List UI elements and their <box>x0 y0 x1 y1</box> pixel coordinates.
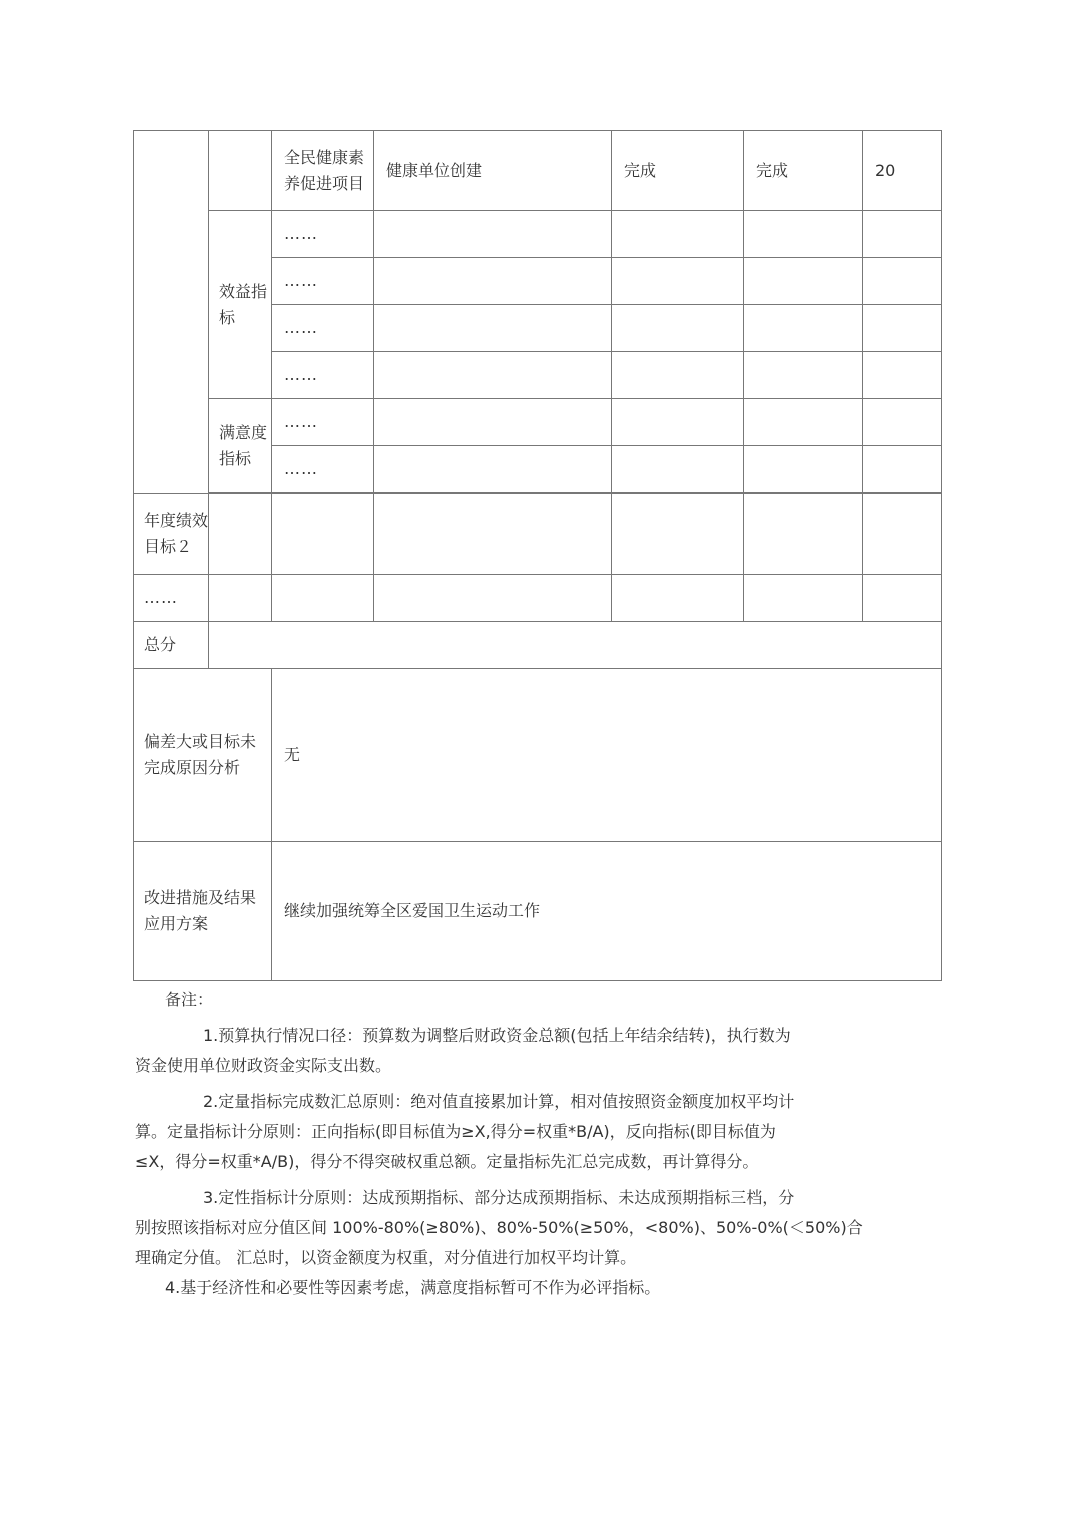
note-2-line-2: 算。定量指标计分原则：正向指标(即目标值为≥X,得分=权重*B/A)，反向指标(即目标值为 <box>135 1122 776 1141</box>
project-name: 全民健康素养促进项目 <box>272 131 374 211</box>
performance-table <box>133 130 942 981</box>
more-goals-label: …… <box>134 575 209 622</box>
total-score-label: 总分 <box>134 622 209 669</box>
cell-empty <box>134 131 209 494</box>
note-4: 4.基于经济性和必要性等因素考虑，满意度指标暂可不作为必评指标。 <box>165 1278 661 1297</box>
score-value: 20 <box>863 131 942 211</box>
table-row <box>134 575 942 622</box>
deviation-analysis-label: 偏差大或目标未完成原因分析 <box>134 669 272 842</box>
ellipsis-cell: …… <box>272 305 374 352</box>
satisfaction-indicator-label: 满意度指标 <box>209 399 272 493</box>
table-row <box>134 669 942 842</box>
notes-title: 备注： <box>165 990 214 1009</box>
ellipsis-cell: …… <box>272 352 374 399</box>
note-3-line-2: 别按照该指标对应分值区间 100%-80%(≥80%)、80%-50%(≥50%，<80%)、50%-0%(＜50%)合 <box>135 1218 863 1237</box>
table-row <box>134 622 942 669</box>
ellipsis-cell: …… <box>272 211 374 258</box>
table-row <box>134 494 942 575</box>
table-row <box>134 842 942 981</box>
total-score-value <box>209 622 942 669</box>
ellipsis-cell: …… <box>272 399 374 446</box>
note-1-line-1: 1.预算执行情况口径：预算数为调整后财政资金总额(包括上年结余结转)，执行数为 <box>203 1026 791 1045</box>
actual-value: 完成 <box>744 131 863 211</box>
notes-section <box>135 985 905 1303</box>
table-row <box>134 399 942 446</box>
note-3-line-1: 3.定性指标计分原则：达成预期指标、部分达成预期指标、未达成预期指标三档，分 <box>203 1188 795 1207</box>
note-3-line-3: 理确定分值。 汇总时，以资金额度为权重，对分值进行加权平均计算。 <box>135 1248 637 1267</box>
annual-goal-2-label: 年度绩效目标２ <box>134 494 209 575</box>
target-value: 完成 <box>612 131 744 211</box>
benefit-indicator-label: 效益指标 <box>209 211 272 399</box>
table-row <box>134 131 942 211</box>
ellipsis-cell: …… <box>272 446 374 493</box>
note-2-line-3: ≤X，得分=权重*A/B)，得分不得突破权重总额。定量指标先汇总完成数，再计算得分。 <box>135 1152 759 1171</box>
indicator-name: 健康单位创建 <box>374 131 612 211</box>
ellipsis-cell: …… <box>272 258 374 305</box>
table-row <box>134 211 942 258</box>
improvement-plan-label: 改进措施及结果应用方案 <box>134 842 272 981</box>
improvement-plan-value: 继续加强统筹全区爱国卫生运动工作 <box>272 842 942 981</box>
deviation-analysis-value: 无 <box>272 669 942 842</box>
cell-empty <box>209 131 272 211</box>
note-2-line-1: 2.定量指标完成数汇总原则：绝对值直接累加计算，相对值按照资金额度加权平均计 <box>203 1092 795 1111</box>
note-1-line-2: 资金使用单位财政资金实际支出数。 <box>135 1056 392 1075</box>
